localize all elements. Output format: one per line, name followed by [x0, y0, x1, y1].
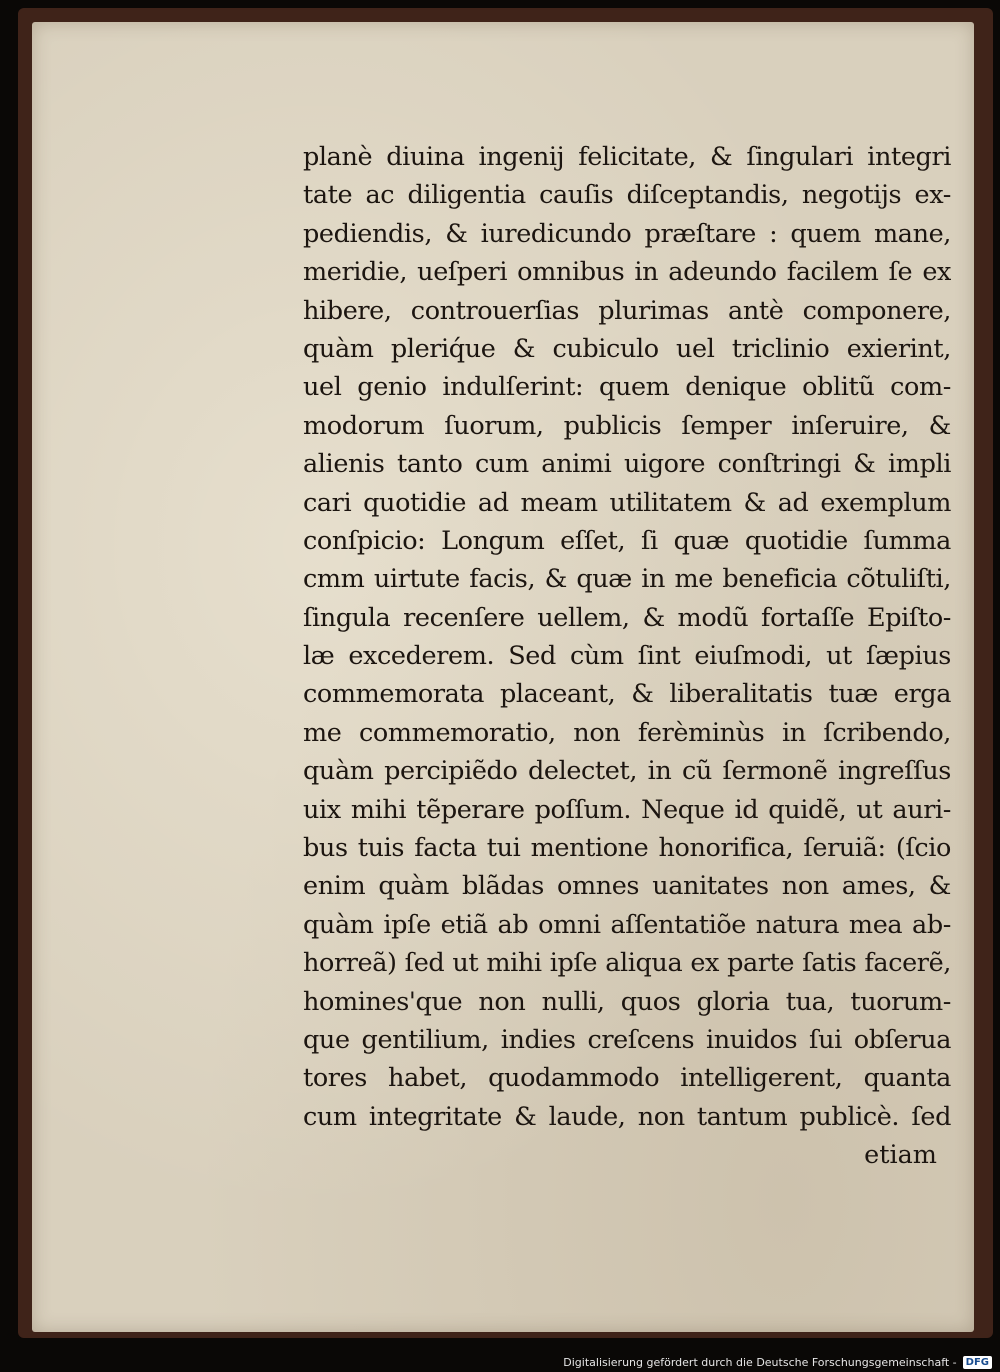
text-line: pediendis, & iuredicundo præſtare : quem mane, [303, 218, 951, 249]
text-line: cmm uirtute facis, & quæ in me beneficia cõtuliſti, [303, 564, 951, 595]
text-line: cum integritate & laude, non tantum publicè. ſed [303, 1101, 951, 1132]
text-line: bus tuis facta tui mentione honorifica, ſeruiã: (ſcio [303, 833, 951, 864]
text-line: horreã) ſed ut mihi ipſe aliqua ex parte ſatis facerẽ, [303, 948, 951, 979]
text-line: enim quàm blãdas omnes uanitates non ames, & [303, 871, 951, 902]
text-line: homines'que non nulli, quos gloria tua, tuorum- [303, 986, 951, 1017]
text-line: uel genio indulſerint: quem denique oblitũ com- [303, 372, 951, 403]
text-line: planè diuina ingenij felicitate, & ſingulari integri [303, 142, 951, 172]
text-line: quàm ipſe etiã ab omni aſſentatiõe natura mea ab- [303, 909, 951, 940]
text-line: commemorata placeant, & liberalitatis tuæ erga [303, 679, 951, 710]
text-line: que gentilium, indies creſcens inuidos ſui obſerua [303, 1024, 951, 1055]
text-line: cari quotidie ad meam utilitatem & ad exemplum [303, 487, 951, 518]
text-line: me commemoratio, non ferèminùs in ſcribendo, [303, 717, 951, 748]
digitization-footer [0, 1352, 992, 1372]
text-line: meridie, ueſperi omnibus in adeundo facilem ſe ex [303, 257, 951, 288]
text-line: tate ac diligentia cauſis diſceptandis, negotijs ex- [303, 180, 951, 211]
text-line: conſpicio: Longum eſſet, ſi quæ quotidie ſumma [303, 525, 951, 556]
dfg-logo: DFG [963, 1356, 992, 1369]
text-line: uix mihi tẽperare poſſum. Neque id quidẽ, ut auri- [303, 794, 951, 825]
funding-credit: Digitalisierung gefördert durch die Deutsche Forschungsgemeinschaft - [563, 1355, 957, 1369]
text-line: quàm pleriq́ue & cubiculo uel triclinio exierint, [303, 333, 951, 364]
catchword: etiam [864, 1140, 937, 1171]
text-line: modorum ſuorum, publicis ſemper inſeruire, & [303, 410, 951, 441]
text-line: hibere, controuerſias plurimas antè componere, [303, 295, 951, 326]
page-text-block [303, 138, 951, 1175]
text-line: ſingula recenſere uellem, & modũ fortaſſe Epiſto- [303, 602, 951, 633]
text-line: tores habet, quodammodo intelligerent, quanta [303, 1063, 951, 1094]
text-line: quàm percipiẽdo delectet, in cũ ſermonẽ ingreſſus [303, 756, 951, 787]
text-line: læ excederem. Sed cùm ſint eiuſmodi, ut ſæpius [303, 641, 951, 672]
text-line: alienis tanto cum animi uigore conſtringi & impli [303, 449, 951, 480]
